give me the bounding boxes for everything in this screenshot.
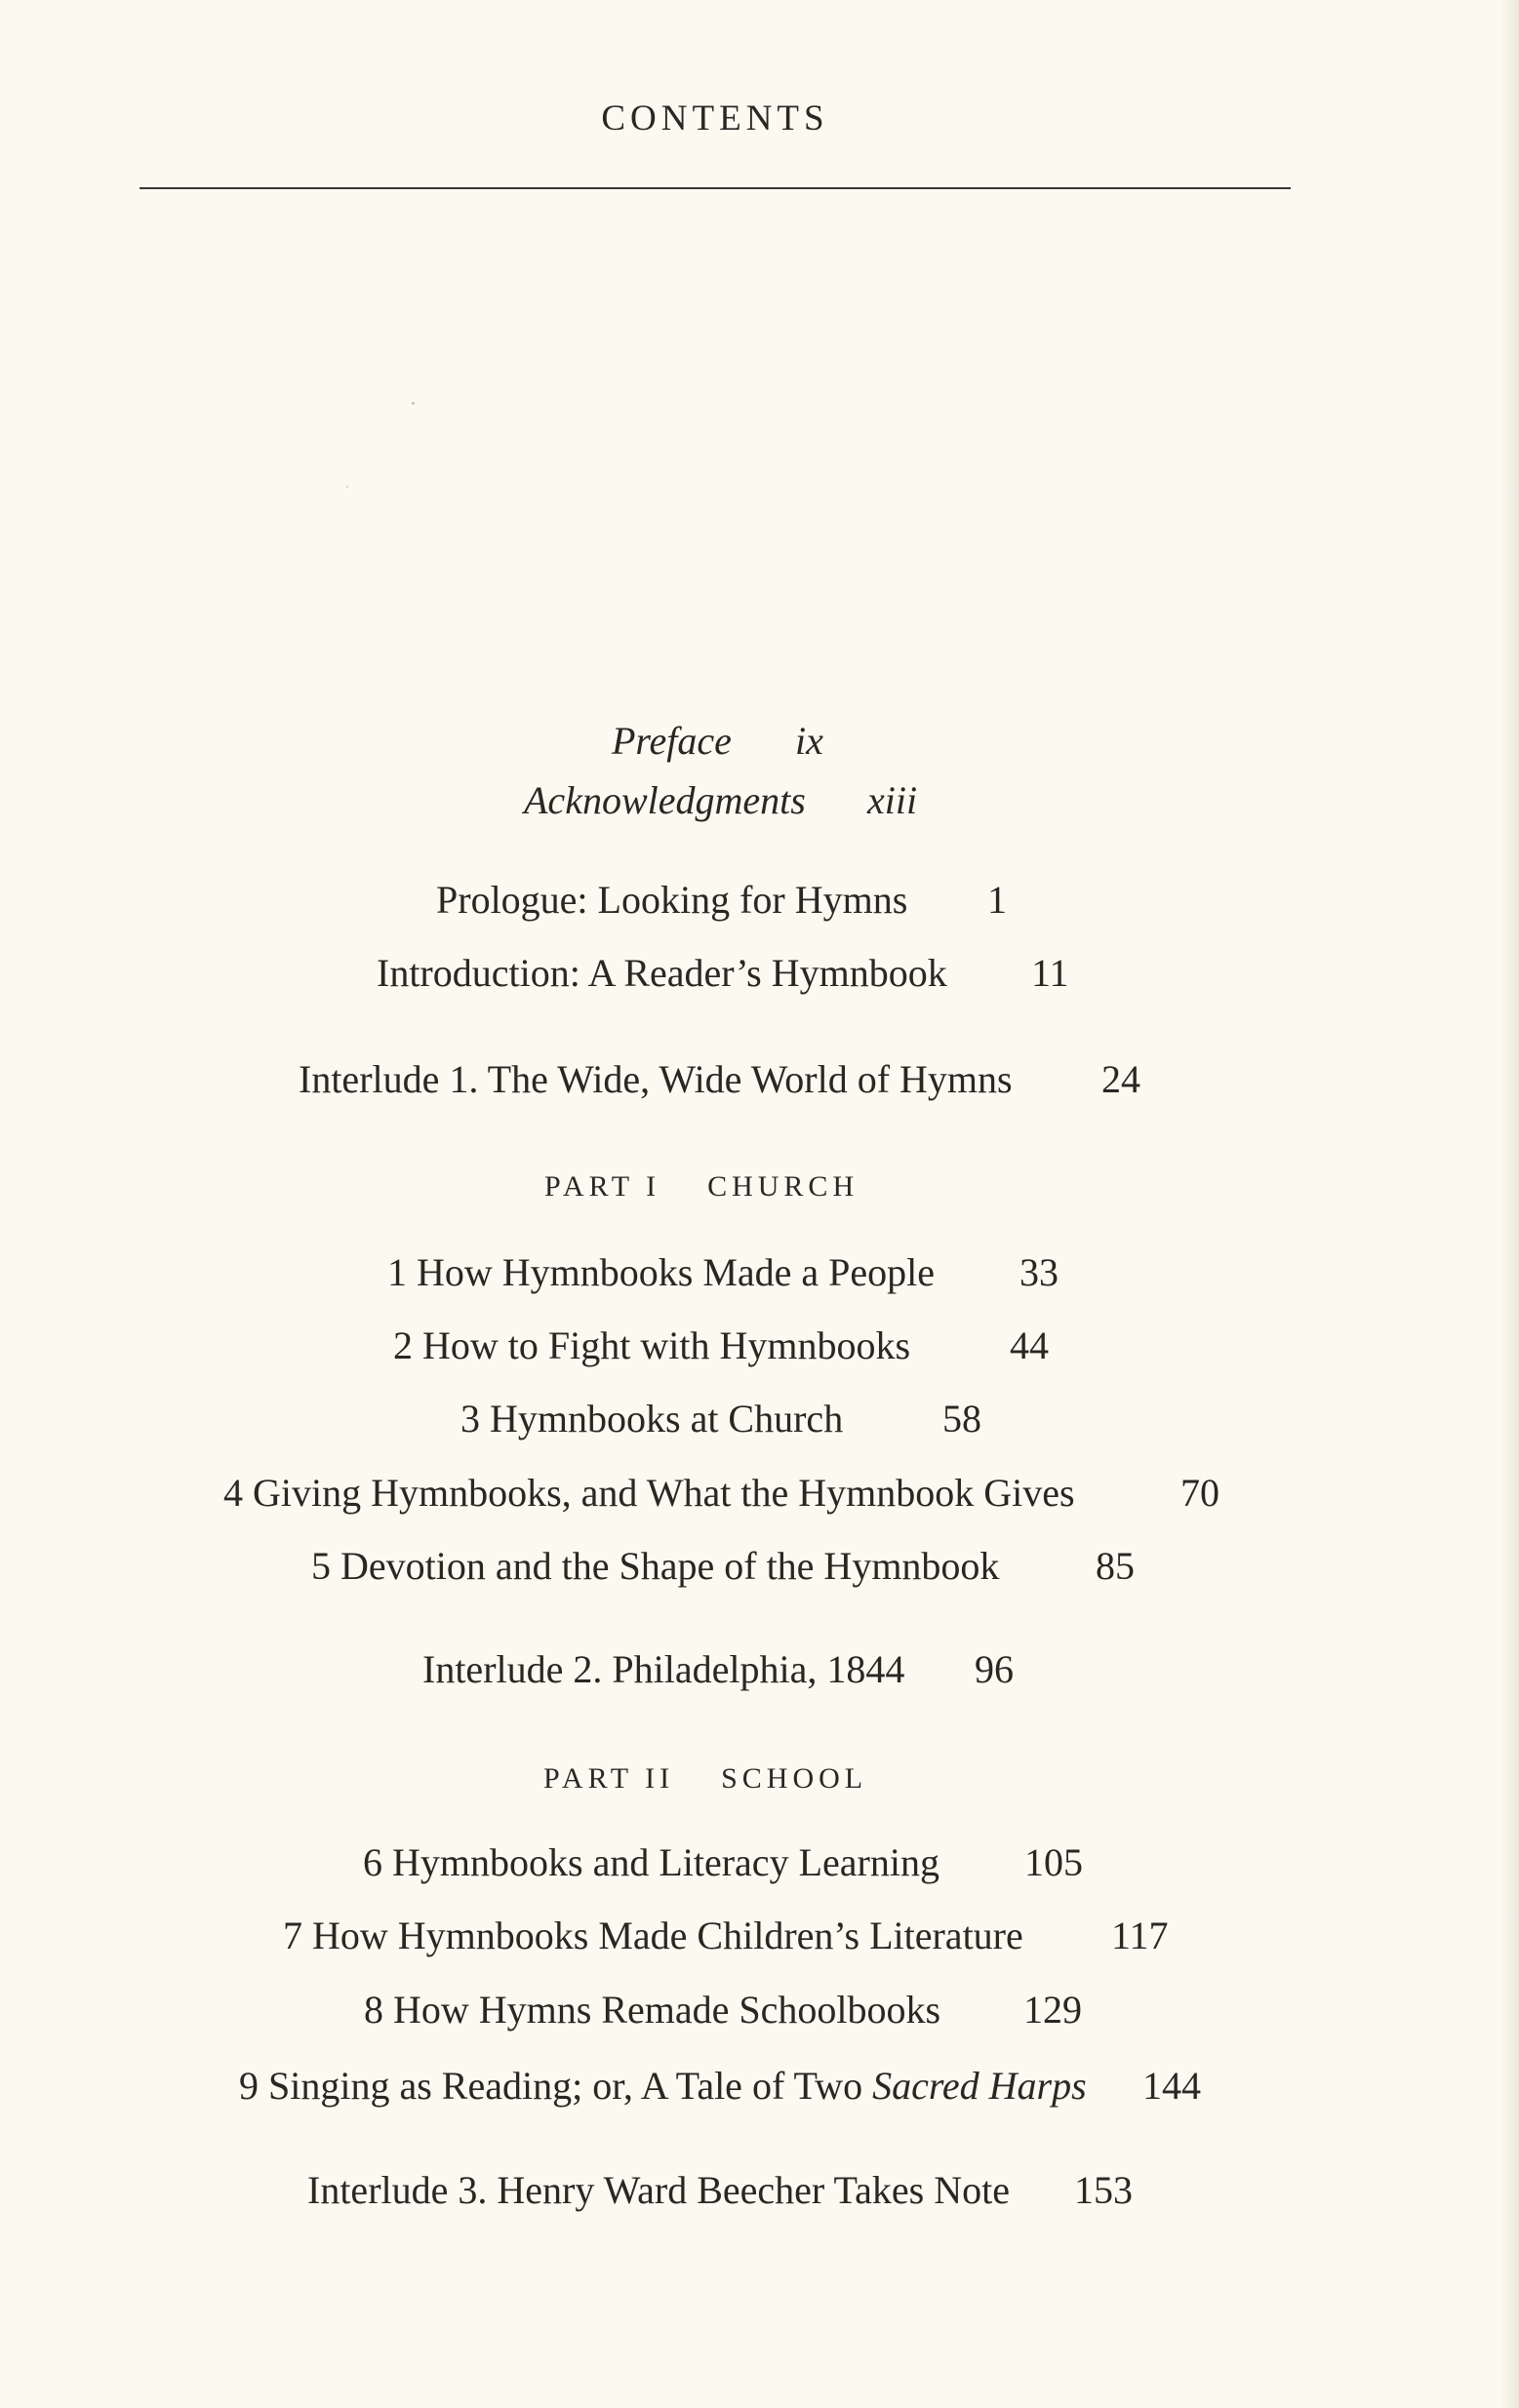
part-label: PART I	[544, 1170, 661, 1203]
entry-title: Hymnbooks and Literacy Learning	[392, 1840, 939, 1884]
chapter-number: 7	[283, 1914, 302, 1957]
entry-title: Singing as Reading; or, A Tale of Two	[268, 2064, 863, 2108]
toc-entry-chapter-2	[393, 1322, 1049, 1369]
toc-entry-introduction	[377, 950, 1069, 997]
part-heading	[544, 1170, 859, 1204]
page-number: xiii	[867, 778, 918, 822]
toc-entry-prologue	[436, 877, 1007, 924]
toc-entry-chapter-8	[364, 1987, 1082, 2033]
toc-entry-chapter-9	[239, 2063, 1201, 2110]
entry-title: Interlude 2. Philadelphia, 1844	[422, 1647, 905, 1691]
toc-entry-chapter-3	[460, 1396, 981, 1442]
toc-entry-interlude-3	[307, 2167, 1133, 2214]
part-name: SCHOOL	[721, 1762, 868, 1795]
page-number: 144	[1142, 2064, 1201, 2108]
chapter-number: 6	[363, 1840, 382, 1884]
page-edge-shadow	[1501, 0, 1519, 2408]
page-number: 96	[975, 1647, 1014, 1691]
page-header: CONTENTS	[601, 99, 829, 138]
toc-entry-chapter-7	[283, 1913, 1169, 1959]
page-number: 1	[987, 878, 1007, 922]
part-label: PART II	[543, 1762, 675, 1795]
page-number: 11	[1031, 951, 1069, 995]
chapter-number: 1	[387, 1250, 407, 1294]
page-number: 153	[1074, 2168, 1133, 2212]
part-name: CHURCH	[707, 1170, 859, 1203]
toc-entry-interlude-1	[299, 1056, 1140, 1103]
paper-speck	[412, 402, 415, 405]
page-number: 58	[942, 1397, 981, 1441]
paper-speck	[346, 486, 348, 488]
entry-title: Interlude 3. Henry Ward Beecher Takes Note	[307, 2168, 1010, 2212]
page-number: 105	[1024, 1840, 1083, 1884]
toc-entry-chapter-5	[311, 1543, 1135, 1590]
entry-title: Introduction: A Reader’s Hymnbook	[377, 951, 947, 995]
page-number: 44	[1010, 1323, 1049, 1367]
chapter-number: 4	[223, 1471, 243, 1515]
page-number: 117	[1111, 1914, 1169, 1957]
page-number: 85	[1096, 1544, 1135, 1588]
page-number: 70	[1180, 1471, 1219, 1515]
entry-title: How Hymns Remade Schoolbooks	[393, 1988, 941, 2032]
page-number: 24	[1101, 1057, 1140, 1101]
header-rule	[140, 187, 1291, 189]
chapter-number: 2	[393, 1323, 413, 1367]
entry-title: Acknowledgments	[524, 778, 806, 822]
chapter-number: 8	[364, 1988, 383, 2032]
chapter-number: 9	[239, 2064, 259, 2108]
toc-entry-chapter-1	[387, 1249, 1059, 1296]
chapter-number: 5	[311, 1544, 331, 1588]
entry-title: Hymnbooks at Church	[490, 1397, 844, 1441]
entry-title-italic: Sacred Harps	[872, 2064, 1087, 2108]
page-number: 129	[1023, 1988, 1082, 2032]
entry-title: How Hymnbooks Made Children’s Literature	[312, 1914, 1023, 1957]
entry-title: Preface	[612, 719, 732, 763]
toc-entry-interlude-2	[422, 1646, 1014, 1693]
page-number: ix	[795, 719, 823, 763]
toc-entry-preface	[612, 718, 823, 765]
toc-entry-chapter-6	[363, 1839, 1083, 1886]
part-heading	[543, 1762, 867, 1796]
chapter-number: 3	[460, 1397, 480, 1441]
entry-title: Giving Hymnbooks, and What the Hymnbook Gives	[253, 1471, 1075, 1515]
toc-entry-chapter-4	[223, 1470, 1219, 1517]
entry-title: Interlude 1. The Wide, Wide World of Hymns	[299, 1057, 1013, 1101]
page-number: 33	[1019, 1250, 1059, 1294]
toc-entry-acknowledgments	[524, 777, 918, 824]
entry-title: Prologue: Looking for Hymns	[436, 878, 908, 922]
entry-title: Devotion and the Shape of the Hymnbook	[340, 1544, 1000, 1588]
entry-title: How Hymnbooks Made a People	[417, 1250, 936, 1294]
entry-title: How to Fight with Hymnbooks	[422, 1323, 911, 1367]
